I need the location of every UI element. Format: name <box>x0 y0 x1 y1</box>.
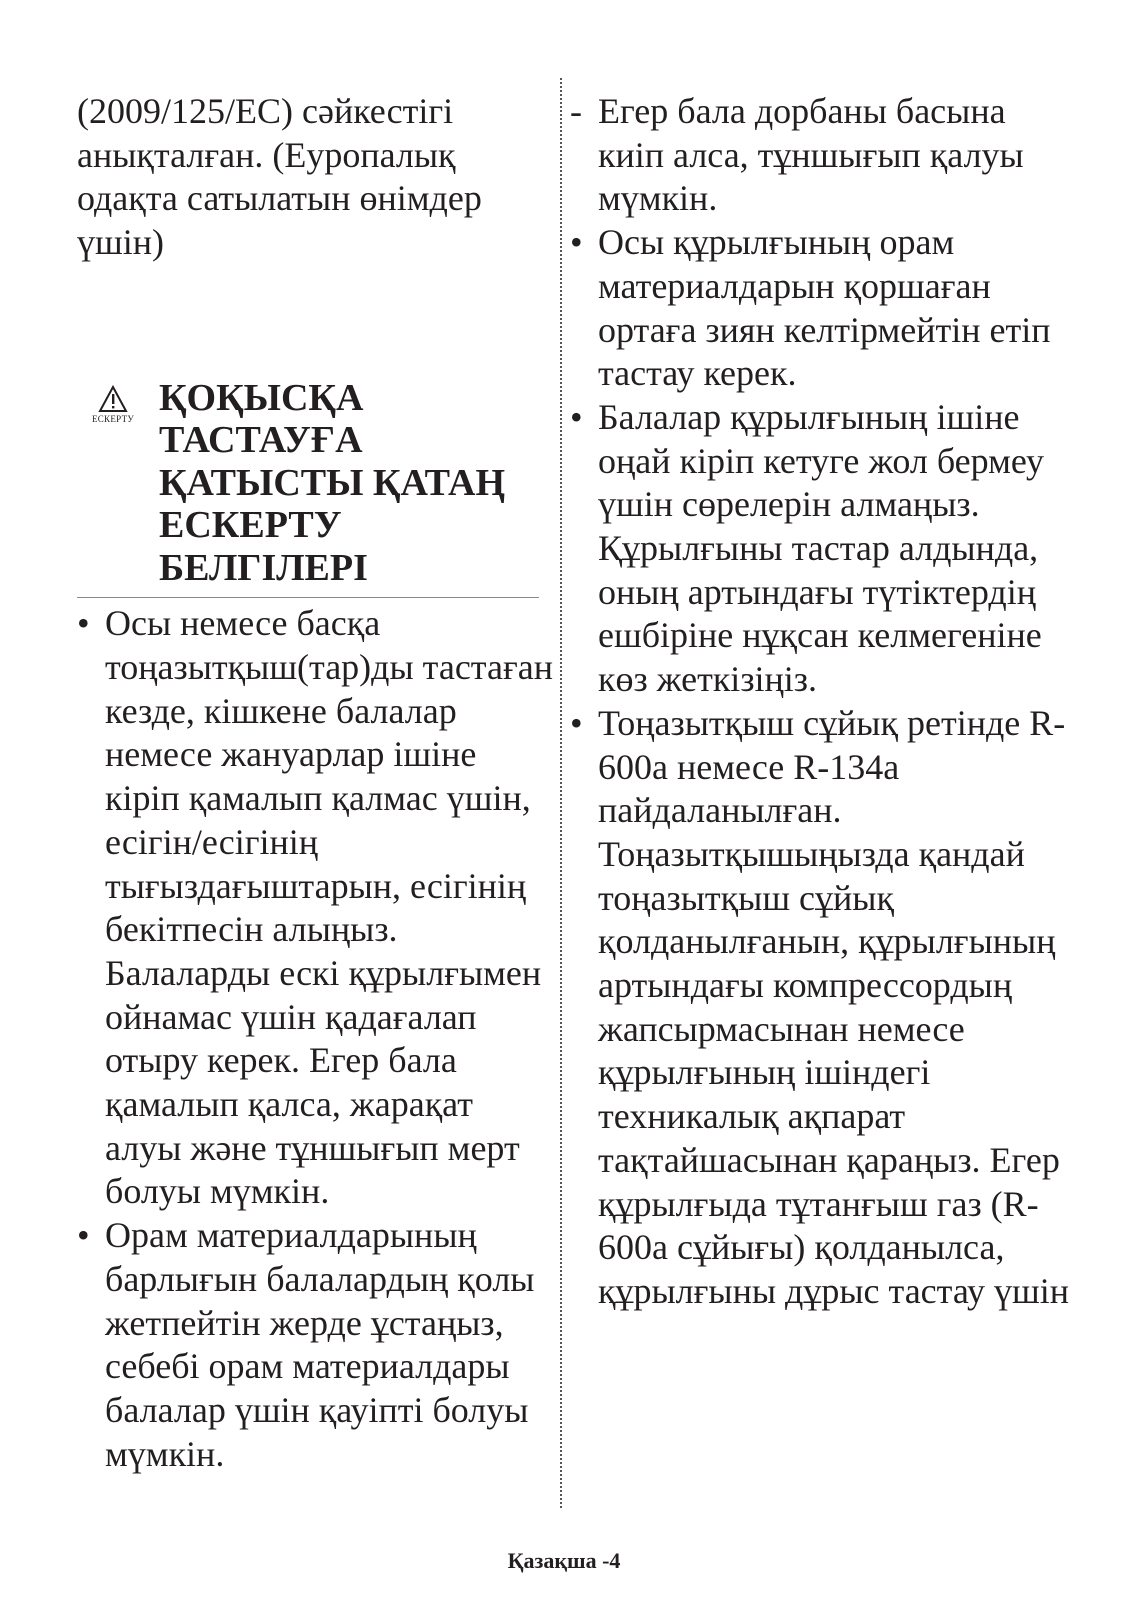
bullet-mark: • <box>570 396 583 437</box>
section-divider <box>77 597 539 598</box>
bullet-text: Орам материалдарының барлығын балалардың қолы жетпейтін жерде ұстаңыз, себебі орам материалдары балалар үшін қауіпті болуы мүмкін. <box>105 1215 535 1474</box>
list-item <box>77 1214 555 1476</box>
bullet-mark: • <box>570 222 583 263</box>
bullet-text: Осы құрылғының орам материалдарын қоршаған ортаға зиян келтірмейтін етіп тастау керек. <box>598 222 1051 394</box>
list-item <box>570 221 1070 396</box>
warning-icon <box>77 385 149 424</box>
bullet-text: Балалар құрылғының ішіне оңай кіріп кетуге жол бермеу үшін сөрелерін алмаңыз. <box>598 396 1044 525</box>
bullet-mark: • <box>77 1215 90 1256</box>
list-item <box>77 602 555 1214</box>
page-footer: Қазақша -4 <box>507 1548 621 1573</box>
warning-triangle-icon <box>98 385 128 413</box>
intro-paragraph: (2009/125/EC) сәйкестігі анықталған. (Еуропалық одақта сатылатын өнімдер үшін) <box>77 91 482 263</box>
bullet-text: Тоңазытқыш сұйық ретінде R-600a немесе R-134a пайдаланылған. Тоңазытқышыңызда қандай тоңазытқыш сұйық қолданылғанын, құрылғының артындағы компрессордың жапсырмасынан немесе құрылғының ішіндегі техникалық ақпарат тақтайшасынан қараңыз. Егер құрылғыда тұтанғыш газ (R-600a сұйығы) қолданылса, құрылғыны дұрыс тастау үшін <box>598 702 1069 1311</box>
bullet-continuation: Құрылғыны тастар алдында, оның артындағы түтіктердің ешбіріне нұқсан келмегеніне көз жеткізіңіз. <box>598 528 1042 700</box>
dash-mark: - <box>570 91 582 131</box>
right-column <box>570 90 1070 1314</box>
right-bullet-list-2 <box>570 702 1070 1314</box>
bullet-text: Осы немесе басқа тоңазытқыш(тар)ды тастаған кезде, кішкене балалар немесе жануарлар ішіне кіріп қамалып қалмас үшін, есігін/есігінің тығыздағыштарын, есігінің бекітпесін алыңыз. Балаларды ескі құрылғымен ойнамас үшін қадағалап отыру керек. Егер бала қамалып қалса, жарақат алуы және тұншығып мерт болуы мүмкін. <box>105 603 553 1212</box>
warning-title: ҚОҚЫСҚА ТАСТАУҒА ҚАТЫСТЫ ҚАТАҢ ЕСКЕРТУ БЕЛГІЛЕРІ <box>159 376 506 589</box>
left-column <box>77 90 555 1476</box>
dash-item-text: Егер бала дорбаны басына киіп алса, тұншығып қалуы мүмкін. <box>598 91 1024 219</box>
list-item <box>570 702 1070 1314</box>
warning-heading <box>77 377 555 590</box>
bullet-mark: • <box>570 702 583 743</box>
warning-icon-label: ЕСКЕРТУ <box>91 413 135 424</box>
dash-list-item <box>570 90 1070 221</box>
list-item <box>570 396 1070 527</box>
column-divider <box>560 78 562 1508</box>
right-bullet-list <box>570 221 1070 527</box>
bullet-mark: • <box>77 603 90 644</box>
left-bullet-list <box>77 602 555 1476</box>
